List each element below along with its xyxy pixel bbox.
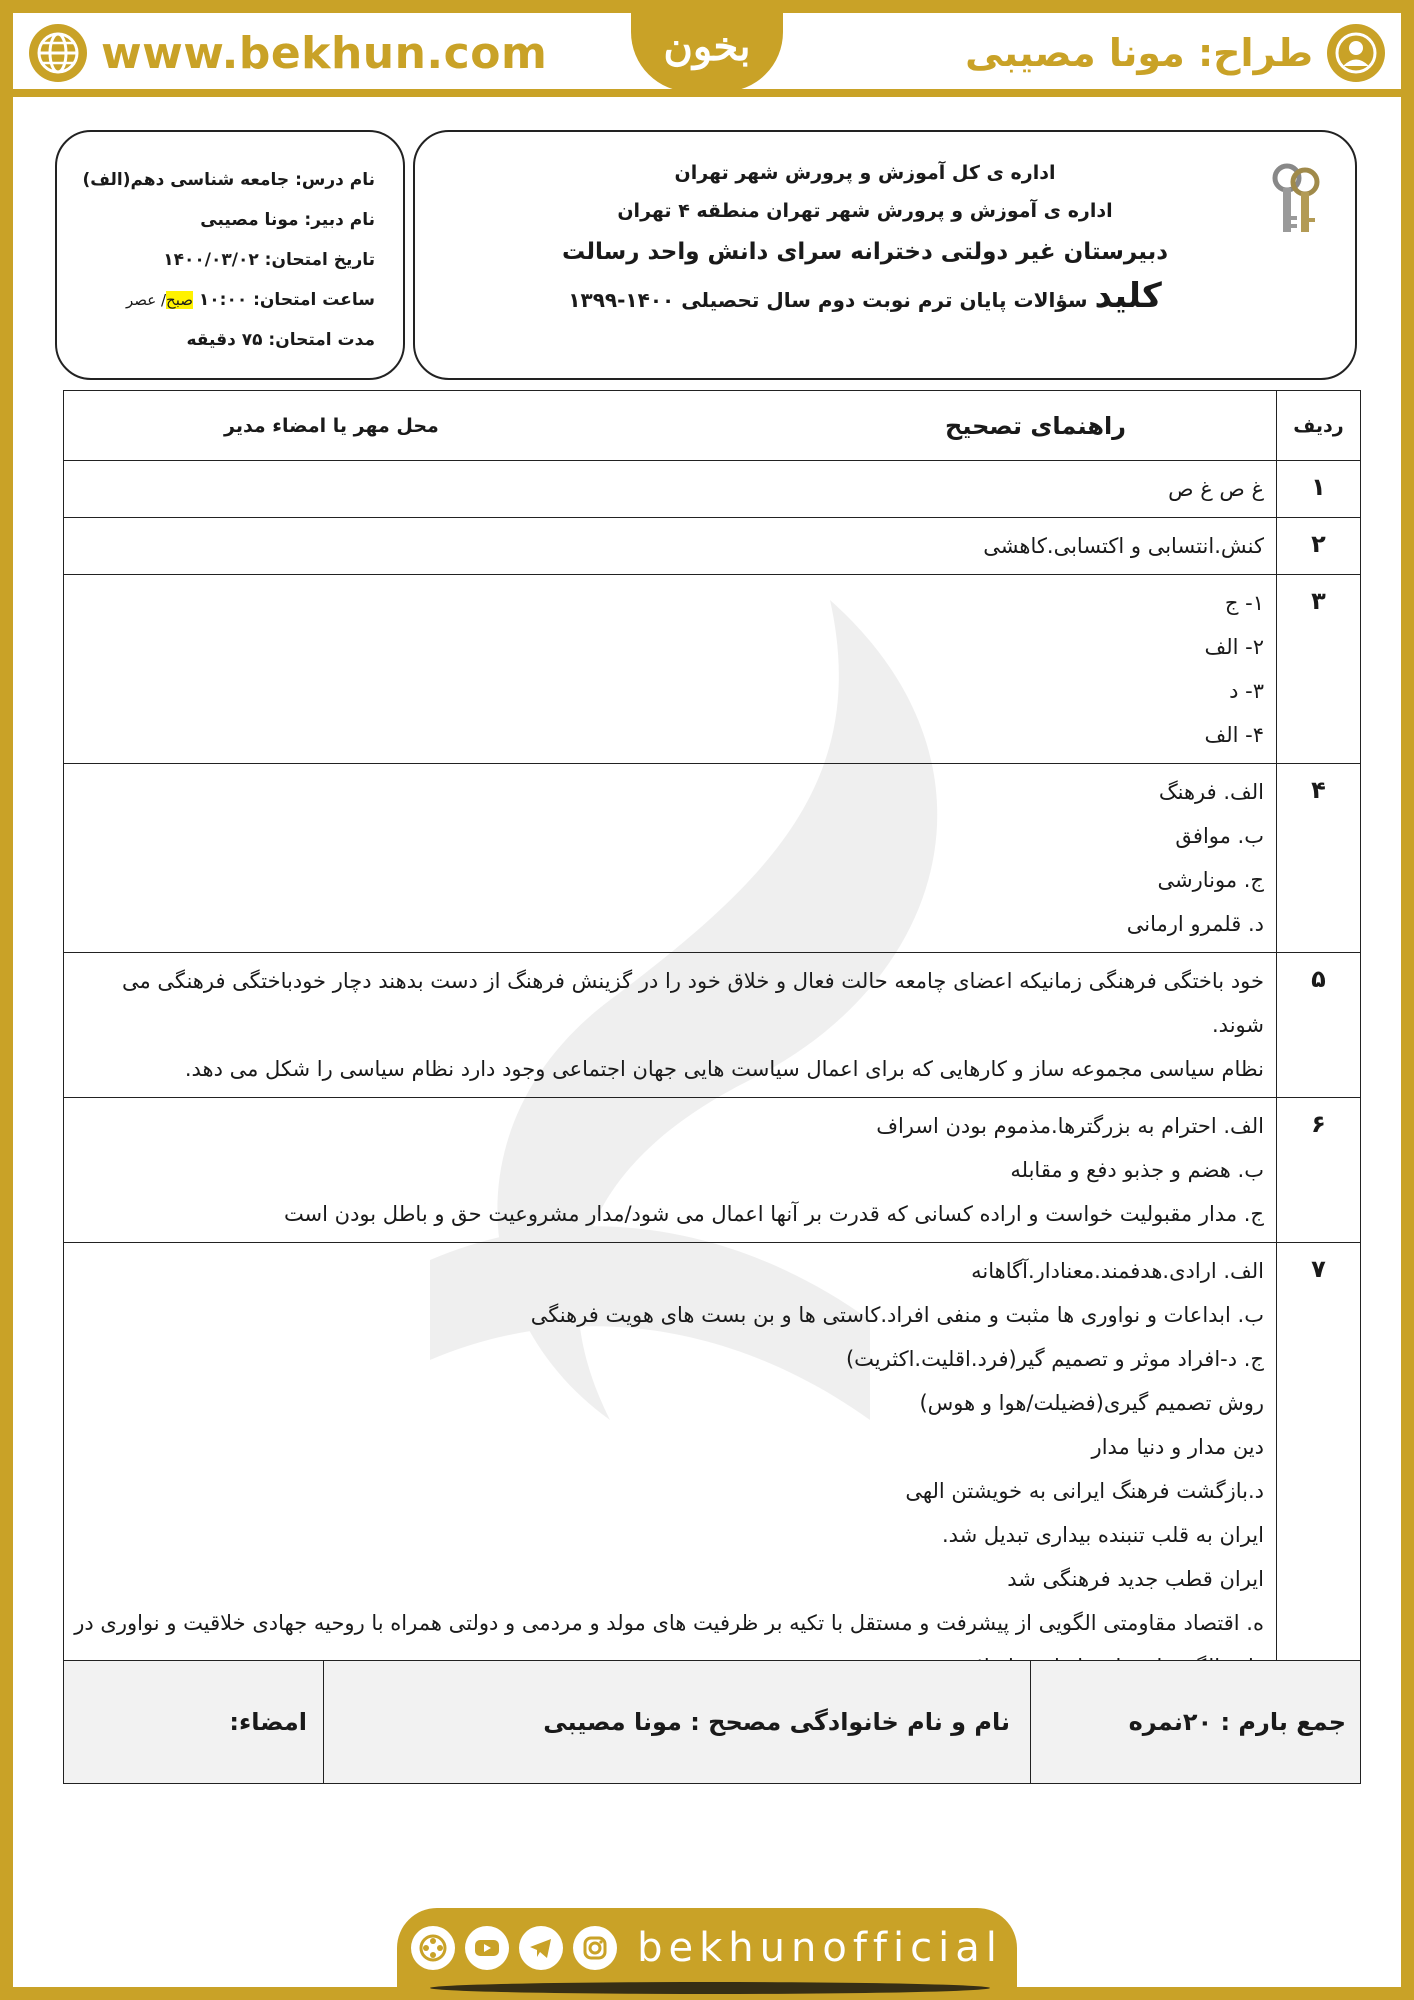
answer-cell (64, 518, 1277, 575)
row-number: ۷ (1277, 1243, 1361, 1696)
table-row (64, 575, 1361, 764)
exam-title (475, 274, 1255, 322)
answer-line: ج. مونارشی (1157, 868, 1264, 892)
site-url[interactable]: www.bekhun.com (101, 27, 548, 79)
row-number: ۵ (1277, 953, 1361, 1098)
teacher-name: نام دبیر: مونا مصیبی (200, 210, 375, 230)
row-number: ۱ (1277, 461, 1361, 518)
row-number: ۶ (1277, 1098, 1361, 1243)
designer-name: طراح: مونا مصیبی (965, 31, 1313, 75)
designer-credit (965, 21, 1385, 85)
answer-line: ۱- ج (1224, 591, 1264, 615)
answer-line: ه. اقتصاد مقاومتی الگویی از پیشرفت و مستقل با تکیه بر ظرفیت های مولد و مردمی و دولتی همراه با روحیه جهادی خلاقیت و نواوری در (74, 1611, 1264, 1635)
time-evening: / عصر (125, 291, 167, 309)
answer-line: کنش.انتسابی و اکتسابی.کاهشی (983, 534, 1264, 558)
time-morning: صبح (166, 291, 193, 309)
table-row (64, 518, 1361, 575)
table-row (64, 953, 1361, 1098)
social-bar-shadow (430, 1982, 990, 1994)
answer-line: ۳- د (1229, 679, 1264, 703)
school-info-box (413, 130, 1357, 380)
film-reel-icon[interactable] (411, 1926, 455, 1970)
answer-rows (64, 461, 1361, 1696)
exam-duration: مدت امتحان: ۷۵ دقیقه (186, 330, 375, 350)
answer-line: دین مدار و دنیا مدار (1091, 1435, 1264, 1459)
corrector-name: نام و نام خانوادگی مصحح : مونا مصیبی (324, 1661, 1031, 1784)
col-seal-header: محل مهر یا امضاء مدیر (224, 414, 439, 437)
table-header (64, 391, 1361, 461)
youtube-icon[interactable] (465, 1926, 509, 1970)
answer-line: ۴- الف (1204, 723, 1264, 747)
answer-line: ج. د-افراد موثر و تصمیم گیر(فرد.اقلیت.اکثریت) (845, 1347, 1264, 1371)
answer-line: نظام سیاسی مجموعه ساز و کارهایی که برای اعمال سیاست هایی جهان اجتماعی وجود دارد نظام سیاسی را شکل می دهد. (184, 1057, 1264, 1081)
row-number: ۲ (1277, 518, 1361, 575)
header-divider (13, 89, 1401, 97)
org-line-2: اداره ی آموزش و پرورش شهر تهران منطقه ۴ تهران (617, 200, 1113, 222)
answer-line: ایران قطب جدید فرهنگی شد (1007, 1567, 1264, 1591)
answer-line: ب. هضم و جذبو دفع و مقابله (1010, 1158, 1264, 1182)
social-handle[interactable]: bekhunofficial (637, 1925, 1003, 1971)
user-icon (1327, 24, 1385, 82)
logo-text: بخون (663, 22, 751, 70)
grading-footer (63, 1660, 1361, 1784)
exam-details-box (55, 130, 405, 380)
instagram-icon[interactable] (573, 1926, 617, 1970)
answer-cell (64, 1243, 1277, 1696)
answer-line: الف. احترام به بزرگترها.مذموم بودن اسراف (876, 1114, 1264, 1138)
table-row (64, 764, 1361, 953)
answer-line: د. قلمرو ارمانی (1126, 912, 1264, 936)
school-name: دبیرستان غیر دولتی دخترانه سرای دانش واحد رسالت (561, 239, 1169, 265)
answer-line: ج. مدار مقبولیت خواست و اراده کسانی که قدرت بر آنها اعمال می شود/مدار مشروعیت حق و باطل بودن است (283, 1202, 1264, 1226)
answer-line: خود باختگی فرهنگی زمانیکه اعضای چامعه حالت فعال و خلاق خود را در گزینش فرهنگ از دست بدهند دچار خودباختگی فرهنگی می شوند. (121, 969, 1264, 1037)
brand-logo (631, 0, 783, 92)
signature-field: امضاء: (64, 1661, 324, 1784)
social-bar (397, 1908, 1017, 1988)
exam-time (77, 280, 375, 320)
answer-cell (64, 953, 1277, 1098)
exam-title-text: سؤالات پایان ترم نوبت دوم سال تحصیلی ۱۴۰۰-۱۳۹۹ (568, 288, 1088, 312)
row-number: ۴ (1277, 764, 1361, 953)
total-score: جمع بارم : ۲۰نمره (1031, 1661, 1361, 1784)
answer-cell (64, 1098, 1277, 1243)
site-link[interactable] (29, 21, 547, 85)
answer-line: ب. ابداعات و نواوری ها مثبت و منفی افراد.کاستی ها و بن بست های هویت فرهنگی (530, 1303, 1264, 1327)
answer-line: روش تصمیم گیری(فضیلت/هوا و هوس) (919, 1391, 1264, 1415)
answer-line: الف. ارادی.هدفمند.معنادار.آگاهانه (971, 1259, 1264, 1283)
row-number: ۳ (1277, 575, 1361, 764)
answer-line: ب. موافق (1175, 824, 1264, 848)
exam-time-label: ساعت امتحان: ۱۰:۰۰ (198, 290, 375, 310)
col-guide-header: راهنمای تصحیح (945, 411, 1126, 440)
telegram-icon[interactable] (519, 1926, 563, 1970)
answer-key-table (63, 390, 1361, 1696)
answer-line: د.بازگشت فرهنگ ایرانی به خویشتن الهی (905, 1479, 1264, 1503)
answer-cell (64, 764, 1277, 953)
answer-line: غ ص غ ص (1168, 477, 1264, 501)
guide-header-cell (64, 391, 1277, 461)
answer-cell (64, 461, 1277, 518)
answer-line: الف. فرهنگ (1158, 780, 1264, 804)
table-row (64, 461, 1361, 518)
table-row (64, 1243, 1361, 1696)
table-row (64, 1098, 1361, 1243)
col-row-header: ردیف (1277, 391, 1361, 461)
answer-line: ایران به قلب تنبنده بیداری تبدیل شد. (941, 1523, 1264, 1547)
globe-icon (29, 24, 87, 82)
exam-date: تاریخ امتحان: ۱۴۰۰/۰۳/۰۲ (163, 250, 375, 270)
answer-line: ۲- الف (1204, 635, 1264, 659)
org-line-1: اداره ی کل آموزش و پرورش شهر تهران (674, 162, 1056, 184)
keys-icon (1265, 160, 1325, 240)
subject-name: نام درس: جامعه شناسی دهم(الف) (82, 170, 375, 190)
answer-cell (64, 575, 1277, 764)
key-label: کلید (1094, 276, 1162, 316)
